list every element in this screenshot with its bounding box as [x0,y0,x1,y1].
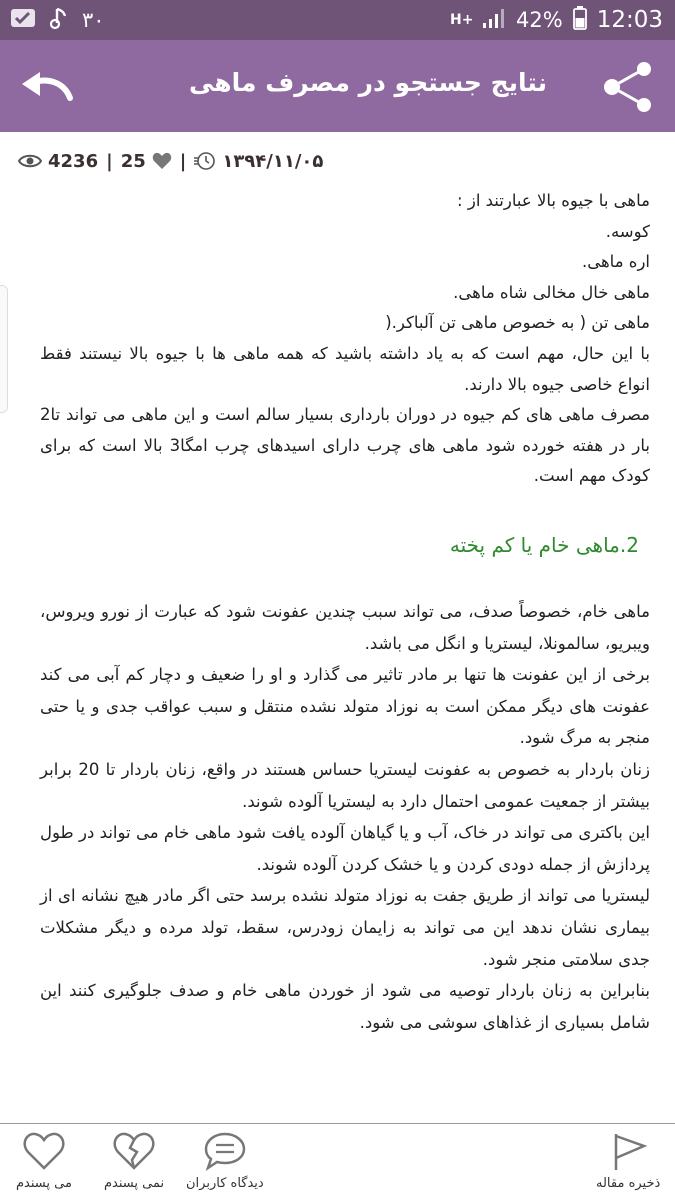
like-label: می پسندم [16,1176,72,1191]
article-line: کوسه. [605,221,650,241]
date-text: ۱۳۹۴/۱۱/۰۵ [222,150,324,172]
article-paragraph: مصرف ماهی های کم جیوه در دوران بارداری بسیار سالم است و این ماهی می تواند تا2 بار در هفته خورده شود ماهی های چرب دارای اسیدهای چرب امگا3 بالا است که برای کودک مهم است. [40,405,650,486]
article-line: اره ماهی. [581,252,650,272]
share-icon [598,60,658,114]
dislike-label: نمی پسندم [104,1176,165,1191]
chat-bubble-icon [203,1130,247,1172]
article-paragraph: زنان باردار به خصوص به عفونت لیستریا حساس هستند در واقع، زنان باردار تا 20 برابر بیشتر از جمعیت عمومی احتمال دارد به لیستریا آلوده شوند. [40,759,650,811]
app-bar [0,40,675,132]
battery-icon [573,6,587,35]
broken-heart-icon [112,1130,156,1172]
section-body [40,596,650,1038]
article-paragraph: با این حال، مهم است که به یاد داشته باشید که همه ماهی ها با جیوه بالا نیستند فقط انواع خاصی جیوه بالا دارند. [40,343,650,394]
network-type: H+ [450,11,474,28]
flag-icon [608,1130,648,1172]
article-paragraph: ماهی خام، خصوصاً صدف، می تواند سبب چندین عفونت شود که عبارت از نورو ویروس، ویبریو، سالمونلا، لیستریا و انگل می باشد. [40,602,650,653]
separator: | [106,150,113,172]
likes-counter [121,151,172,172]
history-icon [194,151,216,171]
page-title: نتایج جستجو در مصرف ماهی [189,68,547,97]
views-counter [18,151,98,172]
back-button[interactable] [18,68,74,104]
heart-outline-icon [22,1130,66,1172]
article-line: ماهی با جیوه بالا عبارتند از : [457,191,650,210]
dislike-button[interactable] [104,1130,164,1191]
save-label: ذخیره مقاله [596,1176,661,1191]
likes-count: 25 [120,150,146,172]
bottom-action-bar [0,1123,675,1200]
gallery-icon [10,7,36,33]
article-meta [0,132,675,190]
status-bar [0,0,675,40]
eye-icon [18,153,42,169]
signal-icon [482,7,506,34]
article-paragraph: بنابراین به زنان باردار توصیه می شود از خوردن ماهی خام و صدف جلوگیری کنند این شامل بسیاری از غذاهای سوشی می شود. [40,981,650,1032]
clock: 12:03 [596,7,663,33]
like-button[interactable] [16,1130,72,1191]
article-paragraph: این باکتری می تواند در خاک، آب و یا گیاهان آلوده یافت شود ماهی خام می تواند در طول پردازش از جمله دودی کردن و یا خشک کردن آلوده شوند. [40,823,650,874]
separator: | [179,150,187,172]
notification-count: ۳۰ [82,8,105,32]
comments-button[interactable] [186,1130,264,1191]
article-line: ماهی خال مخالی شاه ماهی. [453,282,650,302]
article-body [40,186,650,492]
views-count: 4236 [48,150,99,172]
battery-percent: 42% [516,8,563,32]
share-button[interactable] [598,60,658,114]
music-note-icon [50,6,68,34]
section-heading: 2.ماهی خام یا کم پخته [449,533,639,557]
back-arrow-icon [18,68,74,104]
side-drawer-handle[interactable] [0,285,8,413]
article-paragraph: برخی از این عفونت ها تنها بر مادر تاثیر می گذارد و او را ضعیف و دچار کم آبی می کند عفونت های دیگر ممکن است به نوزاد متولد نشده منتقل و سبب عواقب جدی و یا حتی منجر به مرگ شود. [40,665,650,748]
comments-label: دیدگاه کاربران [186,1176,264,1191]
article-line: ماهی تن ( به خصوص ماهی تن آلباکر.( [385,313,650,333]
save-article-button[interactable] [596,1130,660,1191]
article-paragraph: لیستریا می تواند از طریق جفت به نوزاد متولد نشده برسد حتی اگر مادر هیچ نشانه ای از بیماری نشان ندهد این می تواند به زایمان زودرس، سقط، تولد مرده و دیگر مشکلات جدی سلامتی منجر شود. [40,886,650,969]
date-stamp [194,151,323,172]
heart-icon [152,152,172,170]
